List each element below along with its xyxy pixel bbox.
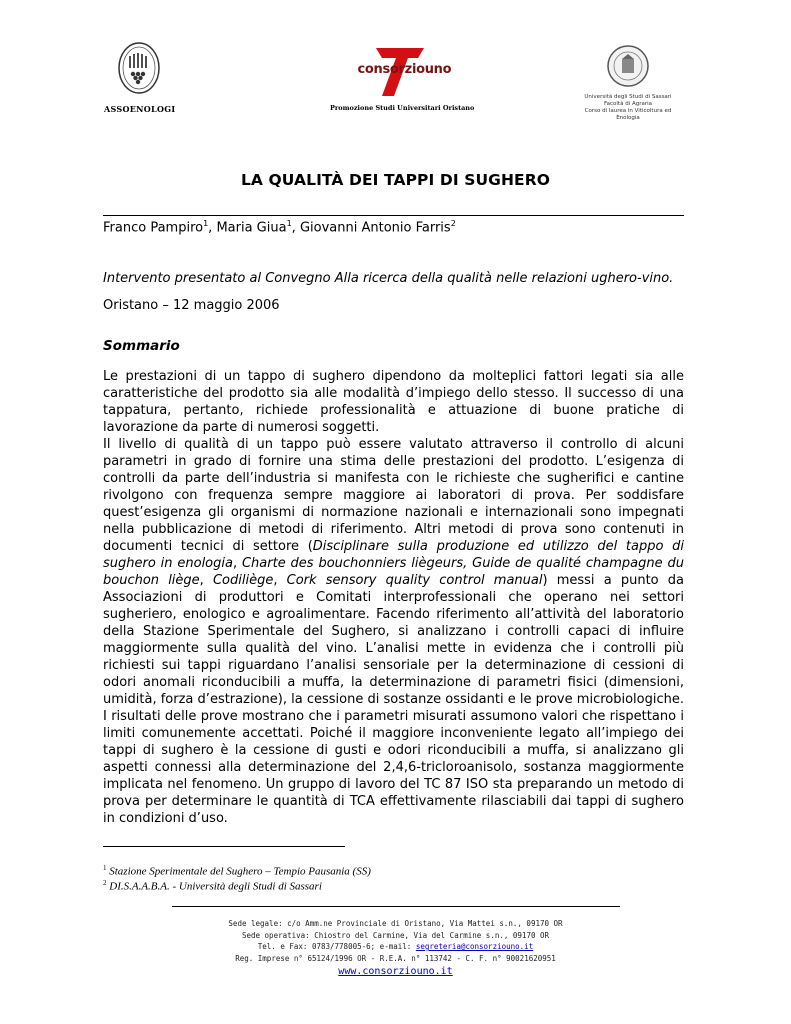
consorziouno-mark	[338, 44, 458, 100]
footnote-number: 1	[103, 864, 107, 872]
author-ref: 1	[286, 219, 292, 228]
reference-document: Codiliège	[212, 573, 274, 588]
right-logo-caption	[572, 94, 684, 122]
author-name: Giovanni Antonio Farris	[299, 220, 451, 236]
paragraph-text: Il livello di qualità di un tappo può essere valutato attraverso il controllo di alcuni parametri in grado di fornire una stima delle prestazioni del prodotto. L’esigenza di controlli da parte dell’industria si manifesta con le richieste che sugherifici e cantine rivolgono con frequenza sempre maggiore ai laboratori di prova. Per soddisfare quest’esigenza gli organismi di normazione nazionali e internazionali sono impegnati nella pubblicazione di metodi di riferimento. Altri metodi di prova sono contenuti in documenti tecnici di settore (	[103, 437, 684, 554]
title-divider	[103, 215, 684, 216]
right-caption-line: Università degli Studi di Sassari	[584, 94, 672, 100]
footnote	[103, 864, 371, 878]
paragraph-text: ) messi a punto da Associazioni di produttori e Comitati interprofessionali che operano nei settori sugheriero, enologico e agroalimentare. Facendo riferimento all’attività del laboratorio della Stazione Sperimentale del Sughero, si analizzano i controlli capaci di influire maggiormente sulla qualità del vino. L’analisi mette in evidenza che i controlli più richiesti sui tappi riguardano l’analisi sensoriale per la determinazione di cessioni di odori anomali riconducibili a muffa, la determinazione di parametri fisici (dimensioni, umidità, forza d’estrazione), la cessione di sostanze ossidanti e le prove microbiologiche. I risultati delle prove mostrano che i parametri misurati assumono valori che rispettano i limiti comunemente accettati. Poiché il maggiore inconveniente legato all’impiego dei tappi di sughero è la cessione di gusti e odori riconducibili a muffa, si analizzano gli aspetti connessi alla determinazione del 2,4,6-tricloroanisolo, sostanza maggiormente implicata nel fenomeno. Un gruppo di lavoro del TC 87 ISO sta preparando un metodo di prova per determinare le quantità di TCA effettivamente rilasciabili dai tappi di sughero in condizioni d’uso.	[103, 573, 684, 826]
footnote-number: 2	[103, 879, 107, 887]
paragraph	[103, 436, 684, 827]
email-link[interactable]: segreteria@consorziouno.it	[415, 942, 534, 951]
footnote	[103, 879, 322, 893]
university-logo	[572, 44, 684, 122]
center-logo-brand: consorziouno	[357, 62, 452, 77]
separator: ,	[232, 556, 242, 571]
intro-text: Intervento presentato al Convegno Alla ricerca della qualità nelle relazioni ughero-vino.	[103, 271, 674, 286]
reference-document: Cork sensory quality control manual	[286, 573, 543, 588]
university-seal-icon	[606, 44, 650, 88]
reference-document: Disciplinare sulla produzione ed utilizzo del tappo di sughero in enologia	[103, 539, 685, 571]
assoenologi-emblem-icon	[117, 42, 161, 98]
author-name: Maria Giua	[216, 220, 287, 236]
footnote-text: DI.S.A.A.B.A. - Università degli Studi di Sassari	[109, 880, 322, 893]
reference-document: Charte des bouchonniers liègeurs, Guide de qualité champagne du bouchon liège	[103, 556, 684, 588]
center-logo-caption: Promozione Studi Universitari Oristano	[330, 104, 475, 112]
right-caption-line: Facoltà di Agraria	[603, 101, 653, 107]
left-logo-caption: ASSOENOLOGI	[104, 104, 176, 114]
assoenologi-logo	[104, 42, 174, 114]
document-title: LA QUALITÀ DEI TAPPI DI SUGHERO	[240, 171, 551, 189]
author-ref: 2	[450, 219, 456, 228]
paragraph: Le prestazioni di un tappo di sughero dipendono da molteplici fattori legati sia alle caratteristiche del prodotto sia alle modalità d’impiego dello stesso. Il successo di una tappatura, pertanto, richiede professionalità e attuazione di buone pratiche di lavorazione da parte di numerosi soggetti.	[103, 369, 684, 435]
place-date: Oristano – 12 maggio 2006	[103, 298, 280, 313]
separator: ,	[199, 573, 213, 588]
footer-line: Reg. Imprese n° 65124/1996 OR - R.E.A. n° 113742 - C. F. n° 90021620951	[235, 953, 556, 963]
consorziouno-logo	[330, 44, 475, 112]
author-ref: 1	[203, 219, 209, 228]
footer-line	[0, 941, 791, 953]
footer-line: Sede operativa: Chiostro del Carmine, Via del Carmine s.n., 09170 OR	[241, 930, 550, 940]
right-caption-line: Corso di laurea in Viticoltura ed Enologia	[584, 108, 672, 121]
footer-divider	[172, 906, 620, 907]
footer-contact-label: Tel. e Fax: 0783/778005-6; e-mail:	[257, 942, 416, 951]
footnote-divider	[103, 846, 345, 847]
footer-line: Sede legale: c/o Amm.ne Provinciale di Oristano, Via Mattei s.n., 09170 OR	[228, 919, 563, 928]
separator: ,	[273, 573, 287, 588]
footnote-text: Stazione Sperimentale del Sughero – Tempio Pausania (SS)	[109, 865, 371, 878]
authors-line: Franco Pampiro$^1$, Maria Giua$^1$, Giovanni Antonio Farris$^2$	[103, 219, 456, 236]
page-footer	[0, 918, 791, 978]
section-heading: Sommario	[103, 338, 180, 354]
website-link[interactable]: www.consorziouno.it	[338, 966, 453, 977]
author-name: Franco Pampiro	[103, 220, 204, 236]
abstract-body	[103, 368, 684, 827]
